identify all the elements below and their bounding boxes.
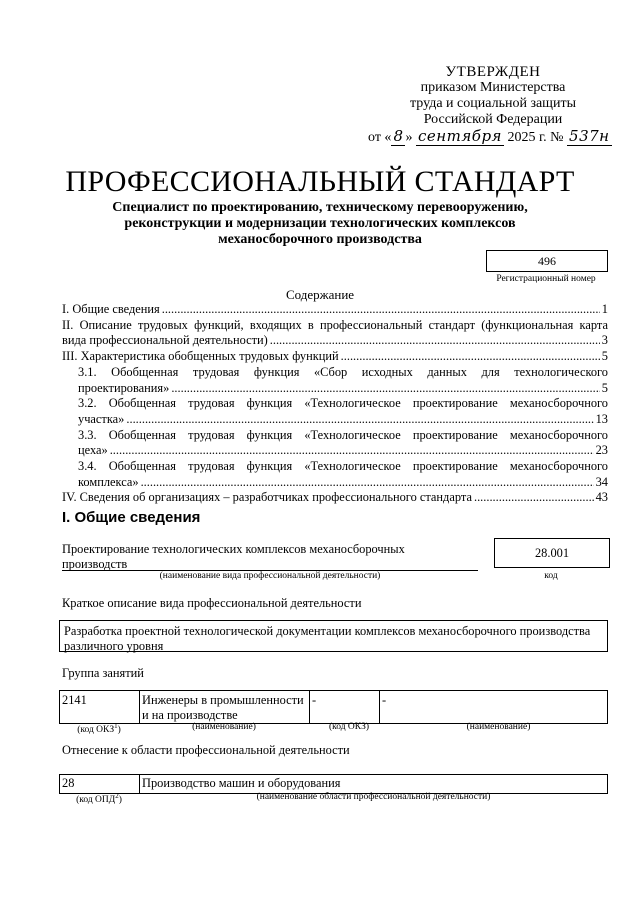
opd-name-caption: (наименование области профессиональной деятельности) <box>256 792 491 802</box>
toc-item-text: I. Общие сведения <box>62 302 160 316</box>
registration-number: 496 <box>486 250 608 272</box>
toc-item-page: 1 <box>601 302 608 316</box>
toc-item-text: цеха» <box>78 443 108 458</box>
occupation-group-label: Группа занятий <box>62 666 144 680</box>
toc-item-text: участка» <box>78 411 125 426</box>
toc-item-text: 3.2. Обобщенная трудовая функция «Технологическое проектирование механосборочного <box>78 396 608 411</box>
brief-description-label: Краткое описание вида профессиональной деятельности <box>62 596 362 610</box>
opd-code-caption: (код ОПД$^2$) <box>76 792 122 806</box>
okz-code-1-caption: (код ОКЗ$^1$) <box>77 722 121 736</box>
toc-item-text: II. Описание трудовых функций, входящих в профессиональный стандарт (функциональная карта <box>62 317 608 332</box>
toc-title: Содержание <box>285 287 355 302</box>
approval-date-line <box>368 128 618 146</box>
approval-heading: УТВЕРЖДЕН <box>445 64 541 80</box>
toc-item[interactable] <box>62 459 608 490</box>
toc-item-text: 3.1. Обобщенная трудовая функция «Сбор исходных данных для технологического <box>78 364 608 379</box>
toc-item-text: комплекса» <box>78 474 139 489</box>
toc-item-page: 13 <box>595 411 608 426</box>
toc-item-page: 34 <box>595 474 608 489</box>
approval-line-3: Российской Федерации <box>423 112 563 127</box>
document-title: ПРОФЕССИОНАЛЬНЫЙ СТАНДАРТ <box>65 165 575 198</box>
toc-item-page: 5 <box>601 380 608 395</box>
approval-block <box>368 64 618 146</box>
toc-item-text: 3.4. Обобщенная трудовая функция «Технологическое проектирование механосборочного <box>78 459 608 474</box>
date-day: 8 <box>393 127 404 145</box>
activity-area-table <box>59 774 608 794</box>
order-number: 537н <box>569 127 610 145</box>
toc-item-page: 23 <box>595 443 608 458</box>
date-quote-close: » <box>405 130 413 145</box>
toc-item[interactable] <box>62 396 608 427</box>
occupation-group-table <box>59 690 608 724</box>
toc-item-text: проектирования» <box>78 380 170 395</box>
approval-line-2: труда и социальной защиты <box>410 96 576 111</box>
toc-item-page: 5 <box>601 349 608 364</box>
occupation-name-1-caption: (наименование) <box>192 722 256 732</box>
occupation-name-2: - <box>382 693 387 707</box>
toc-item[interactable] <box>62 428 608 459</box>
registration-label: Регистрационный номер <box>496 274 596 284</box>
toc-item[interactable] <box>62 365 608 396</box>
toc-item[interactable] <box>62 349 608 365</box>
date-month: сентября <box>417 127 502 145</box>
okz-code-1: 2141 <box>62 693 87 707</box>
okz-code-2-caption: (код ОКЗ) <box>328 722 370 732</box>
activity-area-label: Отнесение к области профессиональной деятельности <box>62 743 350 757</box>
activity-code-caption: код <box>544 571 558 581</box>
occupation-name-1: Инженеры в промышленности и на производстве <box>142 693 304 722</box>
toc-item-page: 43 <box>595 490 608 505</box>
brief-description-box: Разработка проектной технологической документации комплексов механосборочного производства различного уровня <box>59 620 608 652</box>
occupation-name-2-caption: (наименование) <box>466 722 531 732</box>
activity-caption: (наименование вида профессиональной деятельности) <box>159 571 381 581</box>
activity-name: Проектирование технологических комплексов механосборочных производств <box>62 542 405 571</box>
toc-item-text: III. Характеристика обобщенных трудовых функций <box>62 349 339 364</box>
activity-code: 28.001 <box>494 538 610 568</box>
toc-item-text: вида профессиональной деятельности) <box>62 333 268 348</box>
section-heading: I. Общие сведения <box>62 509 201 526</box>
toc-item[interactable] <box>62 490 608 506</box>
toc-item-text: IV. Сведения об организациях – разработчиках профессионального стандарта <box>62 490 472 505</box>
date-year: 2025 г. № <box>507 130 564 145</box>
date-prefix: от « <box>368 130 392 145</box>
approval-line-1: приказом Министерства <box>420 80 566 95</box>
document-subtitle: Специалист по проектированию, техническому перевооружению, реконструкции и модернизации технологических комплексов механосборочного производства <box>112 200 528 247</box>
toc-item[interactable] <box>62 302 608 318</box>
toc-item-page: 3 <box>601 333 608 348</box>
okz-code-2: - <box>312 693 317 707</box>
opd-name: Производство машин и оборудования <box>142 776 341 790</box>
opd-code: 28 <box>62 776 75 790</box>
table-of-contents <box>62 302 608 506</box>
toc-item[interactable] <box>62 318 608 349</box>
toc-item-text: 3.3. Обобщенная трудовая функция «Технологическое проектирование механосборочного <box>78 427 608 442</box>
